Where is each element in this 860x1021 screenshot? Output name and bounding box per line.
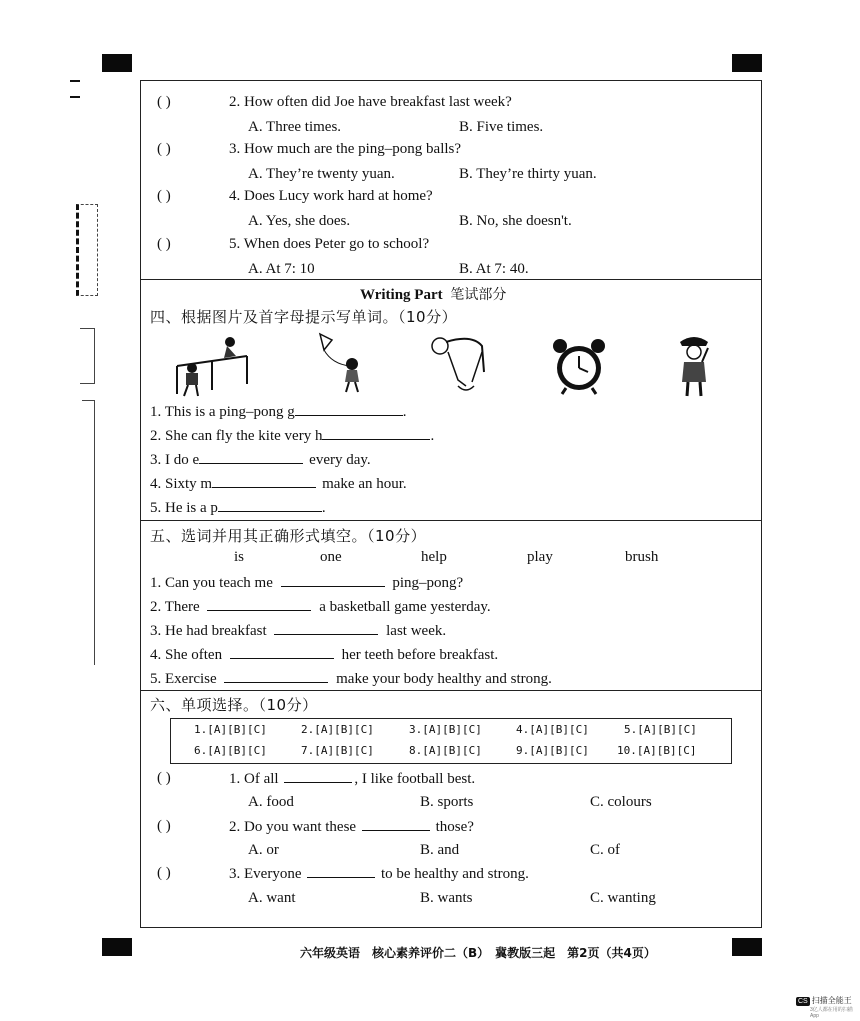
section-divider — [140, 279, 762, 280]
option-b: B. sports — [420, 794, 474, 810]
writing-part-title — [360, 284, 506, 304]
question-text: 5. When does Peter go to school? — [229, 236, 430, 252]
ping-pong-table-picture — [172, 332, 252, 398]
option-b: B. Five times. — [459, 119, 544, 135]
s4-item-text: 1. This is a ping–pong g — [150, 404, 295, 420]
s5-item-1 — [150, 572, 463, 593]
page-footer: 六年级英语 核心素养评价二（B） 冀教版三起 第2页（共4页） — [300, 946, 656, 960]
answer-bubble-group[interactable]: 2.[A][B][C] — [301, 723, 374, 736]
option-c: C. colours — [590, 794, 652, 810]
s5-item-text: 3. He had breakfast — [150, 623, 267, 639]
s5-item-5 — [150, 668, 552, 689]
answer-blank[interactable] — [274, 620, 378, 635]
answer-paren[interactable]: ( ) — [157, 236, 171, 252]
registration-mark-top-left — [102, 54, 132, 72]
answer-bubble-group[interactable]: 4.[A][B][C] — [516, 723, 589, 736]
alarm-clock-picture — [546, 334, 612, 396]
answer-paren[interactable]: ( ) — [157, 818, 171, 834]
option-c: C. wanting — [590, 890, 656, 906]
word-bank-item: one — [320, 549, 342, 565]
answer-bubble-group[interactable]: 3.[A][B][C] — [409, 723, 482, 736]
s4-item-2 — [150, 425, 434, 446]
option-a: A. want — [248, 890, 296, 906]
word-bank-item: play — [527, 549, 553, 565]
answer-blank[interactable] — [218, 497, 322, 512]
answer-bubble-group[interactable]: 10.[A][B][C] — [617, 744, 697, 757]
answer-blank[interactable] — [322, 425, 430, 440]
margin-tick — [70, 96, 80, 98]
mcq-text: 3. Everyone — [229, 866, 302, 882]
s5-item-tail: her teeth before breakfast. — [341, 647, 499, 663]
question-text: 4. Does Lucy work hard at home? — [229, 188, 433, 204]
binding-bracket — [80, 328, 95, 384]
mcq-question-1 — [229, 768, 475, 789]
answer-blank[interactable] — [284, 768, 352, 783]
answer-blank[interactable] — [212, 473, 316, 488]
scanner-tagline: 3亿人都在用的扫描App — [810, 1007, 853, 1019]
s4-item-text: 4. Sixty m — [150, 476, 213, 492]
answer-blank[interactable] — [207, 596, 311, 611]
mcq-tail: those? — [435, 819, 474, 835]
writing-title-en: Writing Part — [360, 287, 443, 303]
option-b: B. No, she doesn't. — [459, 213, 572, 229]
mcq-question-3 — [229, 863, 529, 884]
mcq-text: 2. Do you want these — [229, 819, 357, 835]
mcq-text: 1. Of all — [229, 771, 279, 787]
answer-bubble-group[interactable]: 1.[A][B][C] — [194, 723, 267, 736]
s5-item-3 — [150, 620, 446, 641]
s5-item-text: 2. There — [150, 599, 200, 615]
s4-item-tail: . — [430, 428, 435, 444]
option-a: A. At 7: 10 — [248, 261, 315, 277]
answer-blank[interactable] — [295, 401, 403, 416]
option-b: B. They’re thirty yuan. — [459, 166, 597, 182]
option-c: C. of — [590, 842, 620, 858]
s4-item-tail: every day. — [309, 452, 371, 468]
answer-bubble-group[interactable]: 9.[A][B][C] — [516, 744, 589, 757]
option-b: B. wants — [420, 890, 473, 906]
option-b: B. At 7: 40. — [459, 261, 529, 277]
option-a: A. food — [248, 794, 294, 810]
registration-mark-top-right — [732, 54, 762, 72]
s4-item-5 — [150, 497, 326, 518]
section6-heading: 六、单项选择。（10分） — [150, 696, 318, 714]
camscanner-logo-icon: CS — [798, 998, 808, 1005]
answer-blank[interactable] — [224, 668, 328, 683]
answer-blank[interactable] — [307, 863, 375, 878]
option-a: A. or — [248, 842, 279, 858]
question-text: 3. How much are the ping–pong balls? — [229, 141, 462, 157]
binding-bracket — [76, 204, 98, 296]
s5-item-text: 1. Can you teach me — [150, 575, 273, 591]
section-divider — [140, 690, 762, 691]
answer-paren[interactable]: ( ) — [157, 865, 171, 881]
option-a: A. Yes, she does. — [248, 213, 351, 229]
answer-bubble-group[interactable]: 5.[A][B][C] — [624, 723, 697, 736]
s5-item-text: 4. She often — [150, 647, 223, 663]
margin-tick — [70, 80, 80, 82]
answer-blank[interactable] — [230, 644, 334, 659]
answer-blank[interactable] — [362, 816, 430, 831]
exercise-picture — [428, 332, 492, 398]
scanner-watermark — [796, 995, 860, 1019]
word-bank-item: brush — [625, 549, 659, 565]
s4-item-text: 3. I do e — [150, 452, 200, 468]
s5-item-tail: a basketball game yesterday. — [319, 599, 491, 615]
section4-heading: 四、根据图片及首字母提示写单词。（10分） — [150, 308, 458, 326]
option-a: A. They’re twenty yuan. — [248, 166, 395, 182]
answer-blank[interactable] — [199, 449, 303, 464]
mcq-tail: , I like football best. — [354, 771, 476, 787]
answer-paren[interactable]: ( ) — [157, 141, 171, 157]
answer-paren[interactable]: ( ) — [157, 770, 171, 786]
question-text: 2. How often did Joe have breakfast last week? — [229, 94, 512, 110]
answer-paren[interactable]: ( ) — [157, 94, 171, 110]
binding-line — [82, 400, 94, 401]
option-a: A. Three times. — [248, 119, 342, 135]
answer-blank[interactable] — [281, 572, 385, 587]
s4-item-text: 2. She can fly the kite very h — [150, 428, 323, 444]
writing-title-zh: 笔试部分 — [450, 287, 507, 303]
registration-mark-bottom-left — [102, 938, 132, 956]
section5-heading: 五、选词并用其正确形式填空。（10分） — [150, 527, 427, 545]
s5-item-text: 5. Exercise — [150, 671, 217, 687]
s4-item-tail: make an hour. — [322, 476, 407, 492]
s4-item-3 — [150, 449, 371, 470]
answer-bubble-group[interactable]: 8.[A][B][C] — [409, 744, 482, 757]
binding-line — [94, 400, 95, 665]
s4-item-text: 5. He is a p — [150, 500, 218, 516]
s5-item-2 — [150, 596, 491, 617]
s4-item-4 — [150, 473, 407, 494]
s4-item-tail: . — [402, 404, 407, 420]
answer-paren[interactable]: ( ) — [157, 188, 171, 204]
kite-girl-picture — [310, 330, 370, 396]
scanner-app-name: 扫描全能王 — [811, 996, 852, 1005]
s5-item-tail: last week. — [386, 623, 447, 639]
mcq-tail: to be healthy and strong. — [380, 866, 529, 882]
section-divider — [140, 520, 762, 521]
s4-item-tail: . — [321, 500, 326, 516]
word-bank-item: help — [421, 549, 447, 565]
police-officer-picture — [672, 332, 716, 398]
s4-item-1 — [150, 401, 406, 422]
s5-item-4 — [150, 644, 498, 665]
s5-item-tail: make your body healthy and strong. — [336, 671, 552, 687]
answer-bubble-group[interactable]: 7.[A][B][C] — [301, 744, 374, 757]
word-bank-item: is — [234, 549, 245, 565]
option-b: B. and — [420, 842, 460, 858]
mcq-question-2 — [229, 816, 474, 837]
answer-bubble-group[interactable]: 6.[A][B][C] — [194, 744, 267, 757]
s5-item-tail: ping–pong? — [392, 575, 464, 591]
registration-mark-bottom-right — [732, 938, 762, 956]
